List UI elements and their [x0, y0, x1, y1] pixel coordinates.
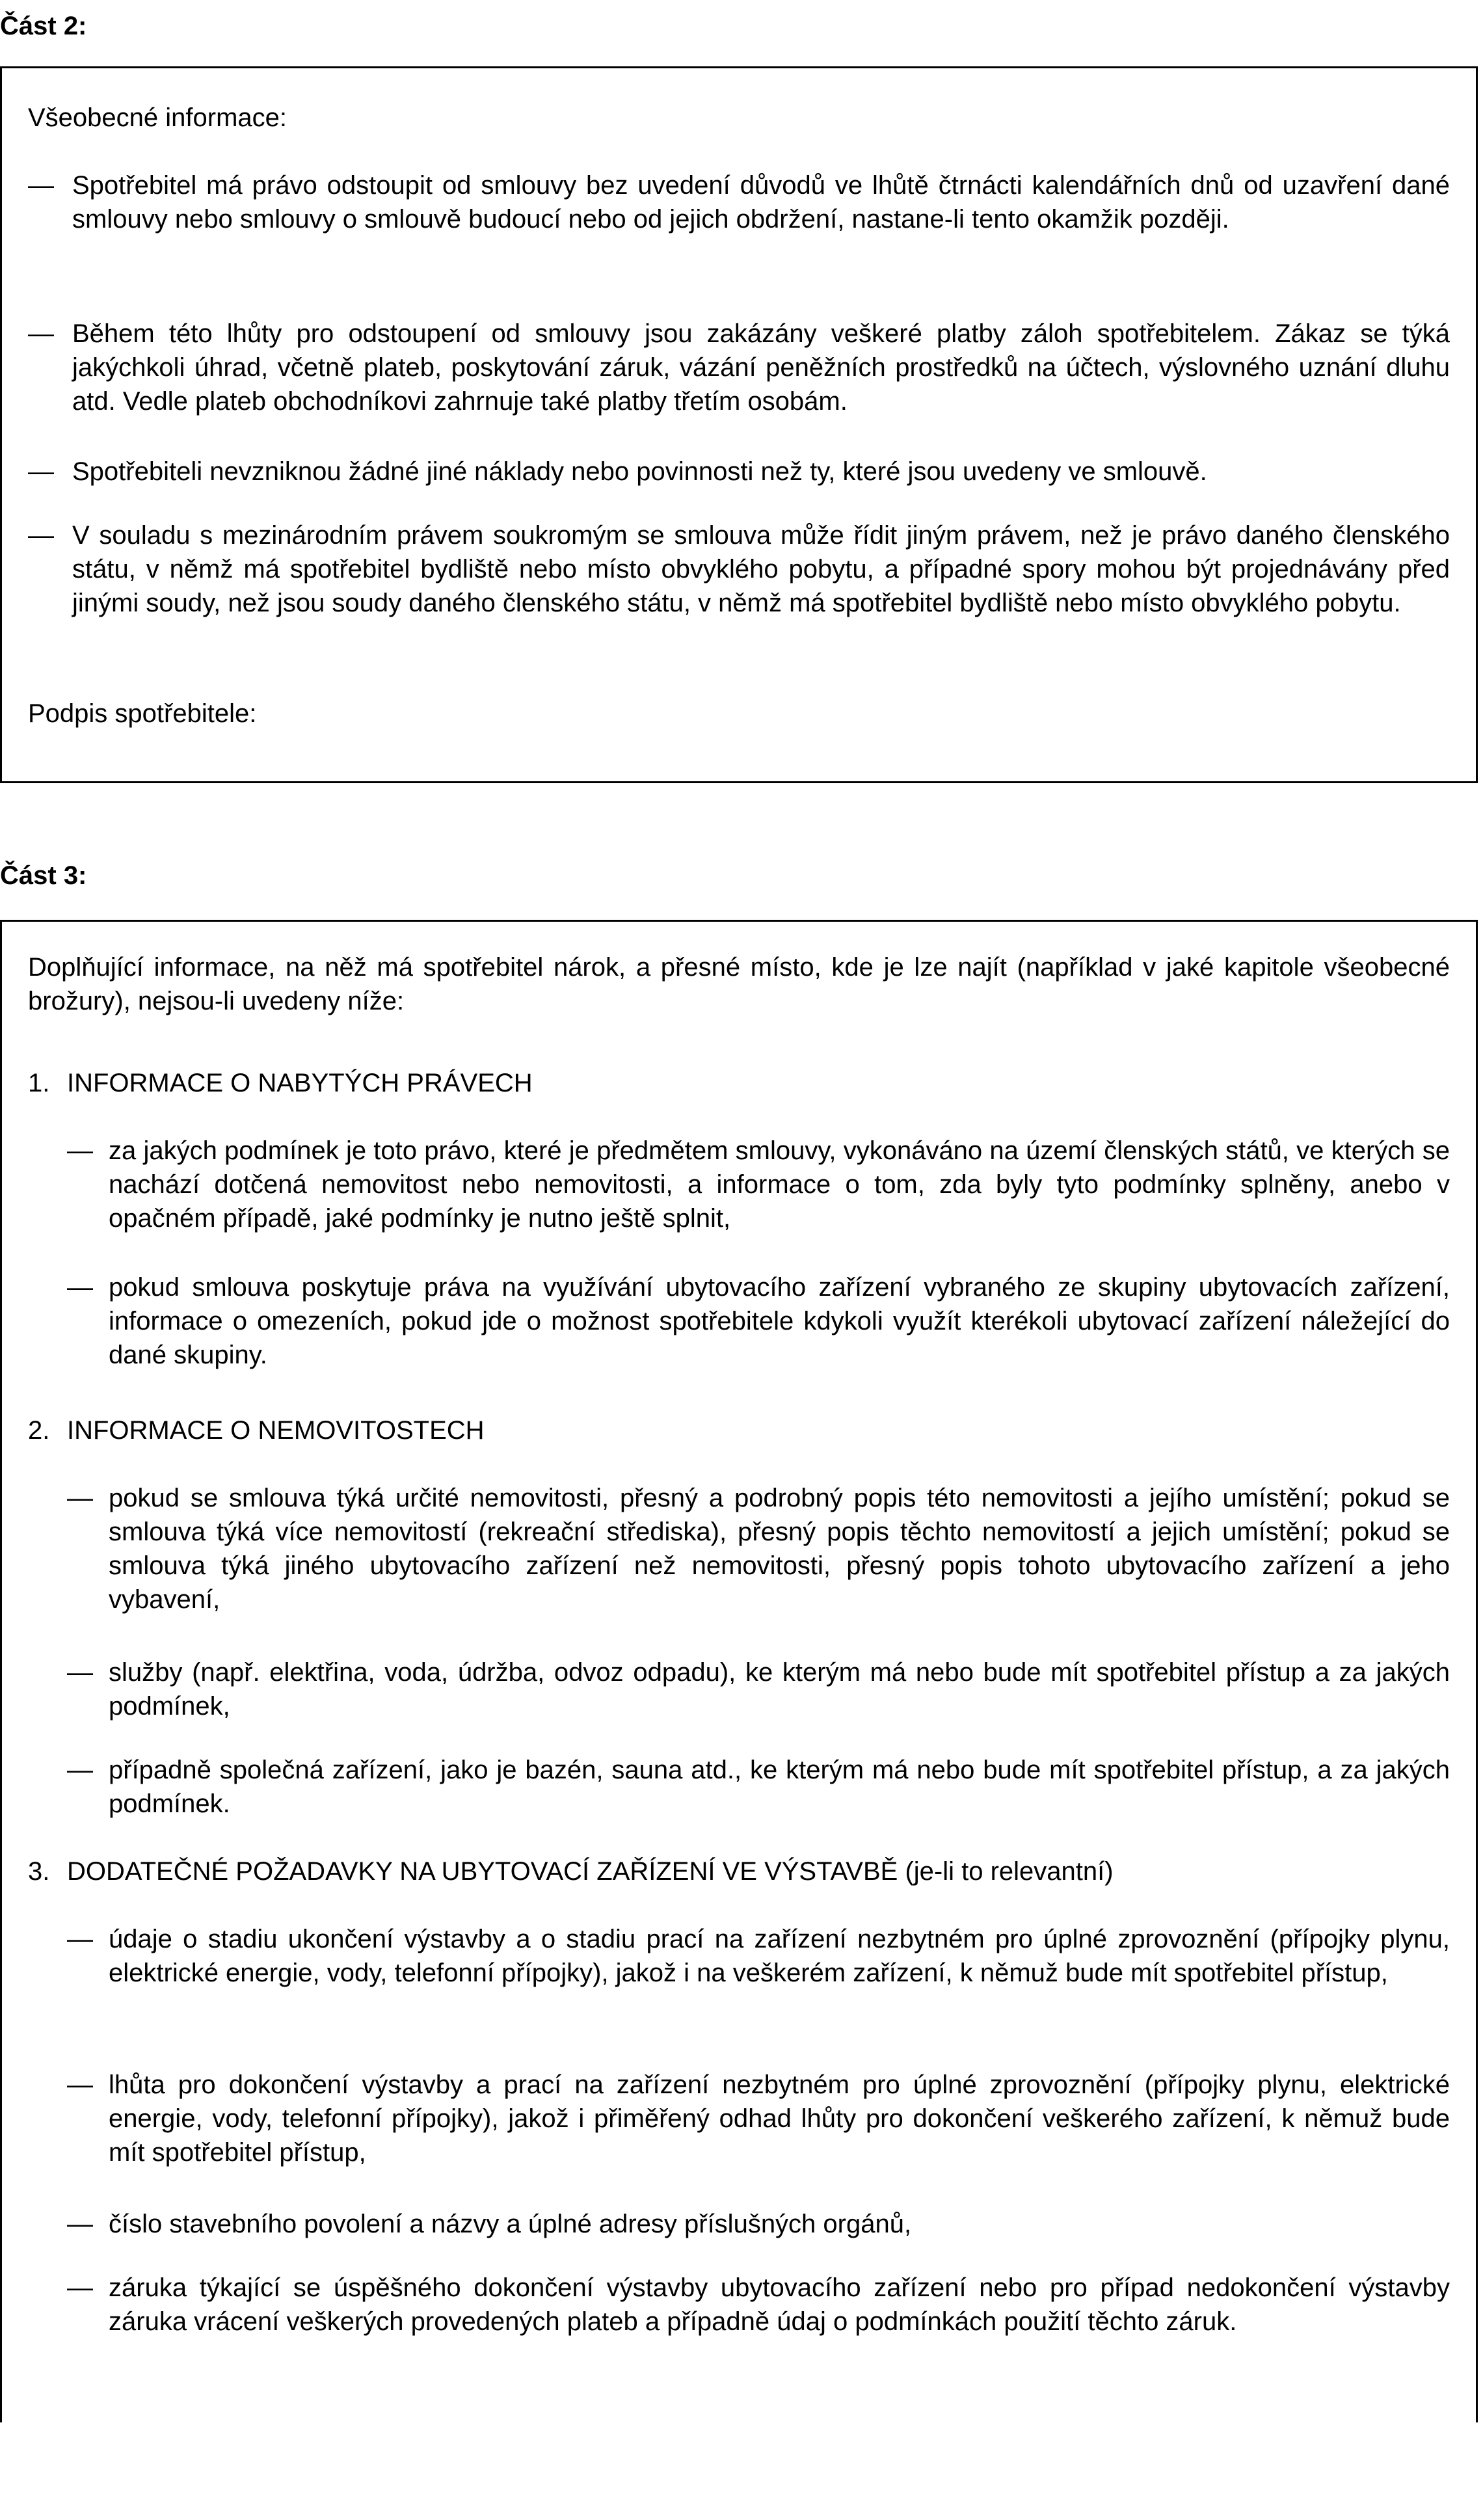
- part2-intro: Všeobecné informace:: [28, 103, 287, 132]
- dash-mark: —: [28, 457, 54, 486]
- section3-item-4: [67, 2271, 1450, 2339]
- section-heading-2: [28, 1414, 485, 1447]
- section-item-text: údaje o stadiu ukončení výstavby a o stadiu prací na zařízení nezbytném pro úplné zprovoznění (přípojky plynu, elektrické energie, vody, telefonní přípojky), jakož i na veškerém zařízení, k němuž bude mít spotřebitel přístup,: [109, 1925, 1450, 1987]
- section-item-text: za jakých podmínek je toto právo, které je předmětem smlouvy, vykonáváno na území členských států, ve kterých se nachází dotčená nemovitost nebo nemovitosti, a informace o tom, zda byly tyto podmínky splněny, anebo v opačném případě, jaké podmínky je nutno ještě splnit,: [109, 1136, 1450, 1233]
- section-item-text: lhůta pro dokončení výstavby a prací na zařízení nezbytném pro úplné zprovoznění (přípojky plynu, elektrické energie, vody, telefonní přípojky), jakož i přiměřený odhad lhůty pro dokončení veškerého zařízení, k němuž bude mít spotřebitel přístup,: [109, 2071, 1450, 2167]
- section-heading-3: [28, 1855, 1114, 1888]
- section-item-text: případně společná zařízení, jako je bazén, sauna atd., ke kterým má nebo bude mít spotřebitel přístup, a za jakých podmínek.: [109, 1756, 1450, 1818]
- part3-intro: Doplňující informace, na něž má spotřebitel nárok, a přesné místo, kde je lze najít (například v jaké kapitole všeobecné brožury), nejsou-li uvedeny níže:: [28, 953, 1450, 1015]
- dash-mark: —: [67, 2210, 93, 2238]
- dash-mark: —: [67, 1658, 93, 1687]
- section3-item-2: [67, 2068, 1450, 2169]
- part2-item-text: Během této lhůty pro odstoupení od smlouvy jsou zakázány veškeré platby záloh spotřebitelem. Zákaz se týká jakýchkoli úhrad, včetně plateb, poskytování záruk, vázání peněžních prostředků na účtech, výslovného uznání dluhu atd. Vedle plateb obchodníkovi zahrnuje také platby třetím osobám.: [72, 319, 1450, 416]
- dash-mark: —: [28, 171, 54, 200]
- section3-item-3: [67, 2207, 1450, 2241]
- section3-item-1: [67, 1922, 1450, 1990]
- dash-mark: —: [67, 1925, 93, 1953]
- dash-mark: —: [67, 1484, 93, 1512]
- section-title-suffix: (je-li to relevantní): [898, 1857, 1114, 1886]
- section-title: DODATEČNÉ POŽADAVKY NA UBYTOVACÍ ZAŘÍZENÍ VE VÝSTAVBĚ: [67, 1857, 898, 1886]
- part2-item-text: V souladu s mezinárodním právem soukromým se smlouva může řídit jiným právem, než je právo daného členského státu, v němž má spotřebitel bydliště nebo místo obvyklého pobytu, a případné spory mohou být projednávány před jinými soudy, než jsou soudy daného členského státu, v němž má spotřebitel bydliště nebo místo obvyklého pobytu.: [72, 521, 1450, 617]
- section-item-text: záruka týkající se úspěšného dokončení výstavby ubytovacího zařízení nebo pro případ nedokončení výstavby záruka vrácení veškerých provedených plateb a případně údaj o podmínkách použití těchto záruk.: [109, 2273, 1450, 2336]
- section2-item-1: [67, 1481, 1450, 1616]
- part2-item-text: Spotřebitel má právo odstoupit od smlouvy bez uvedení důvodů ve lhůtě čtrnácti kalendářních dnů od uzavření dané smlouvy nebo smlouvy o smlouvě budoucí nebo od jejich obdržení, nastane-li tento okamžik později.: [72, 171, 1450, 234]
- section2-item-3: [67, 1753, 1450, 1821]
- section-item-text: pokud smlouva poskytuje práva na využívání ubytovacího zařízení vybraného ze skupiny ubytovacích zařízení, informace o omezeních, pokud jde o možnost spotřebitele kdykoli využít kterékoli ubytovací zařízení náležející do dané skupiny.: [109, 1273, 1450, 1369]
- part2-item-text: Spotřebiteli nevzniknou žádné jiné náklady nebo povinnosti než ty, které jsou uvedeny ve smlouvě.: [72, 457, 1207, 486]
- part2-item-1: [28, 168, 1450, 236]
- part3-heading: Část 3:: [0, 861, 87, 890]
- dash-mark: —: [67, 2071, 93, 2099]
- section-title: INFORMACE O NABYTÝCH PRÁVECH: [67, 1069, 533, 1097]
- section-number: 3.: [28, 1857, 50, 1886]
- dash-mark: —: [67, 2273, 93, 2302]
- part2-item-2: [28, 317, 1450, 418]
- dash-mark: —: [67, 1756, 93, 1784]
- part3-box: [0, 920, 1478, 2422]
- dash-mark: —: [67, 1273, 93, 1302]
- dash-mark: —: [28, 521, 54, 550]
- section-item-text: služby (např. elektřina, voda, údržba, odvoz odpadu), ke kterým má nebo bude mít spotřebitel přístup a za jakých podmínek,: [109, 1658, 1450, 1721]
- part2-heading: Část 2:: [0, 12, 87, 40]
- section-title: INFORMACE O NEMOVITOSTECH: [67, 1416, 485, 1445]
- section1-item-1: [67, 1134, 1450, 1235]
- part2-signature: Podpis spotřebitele:: [28, 699, 257, 728]
- part2-item-3: [28, 455, 1450, 489]
- section-number: 2.: [28, 1416, 50, 1445]
- section1-item-2: [67, 1270, 1450, 1372]
- section2-item-2: [67, 1655, 1450, 1723]
- dash-mark: —: [28, 319, 54, 348]
- section-number: 1.: [28, 1069, 50, 1097]
- section-item-text: číslo stavebního povolení a názvy a úplné adresy příslušných orgánů,: [109, 2210, 912, 2238]
- section-heading-1: [28, 1066, 533, 1100]
- part2-item-4: [28, 518, 1450, 620]
- section-item-text: pokud se smlouva týká určité nemovitosti, přesný a podrobný popis této nemovitosti a jejího umístění; pokud se smlouva týká více nemovitostí (rekreační střediska), přesný popis těchto nemovitostí a jejich umístění; pokud se smlouva týká jiného ubytovacího zařízení než nemovitosti, přesný popis tohoto ubytovacího zařízení a jeho vybavení,: [109, 1484, 1450, 1614]
- part2-box: [0, 66, 1478, 783]
- dash-mark: —: [67, 1136, 93, 1165]
